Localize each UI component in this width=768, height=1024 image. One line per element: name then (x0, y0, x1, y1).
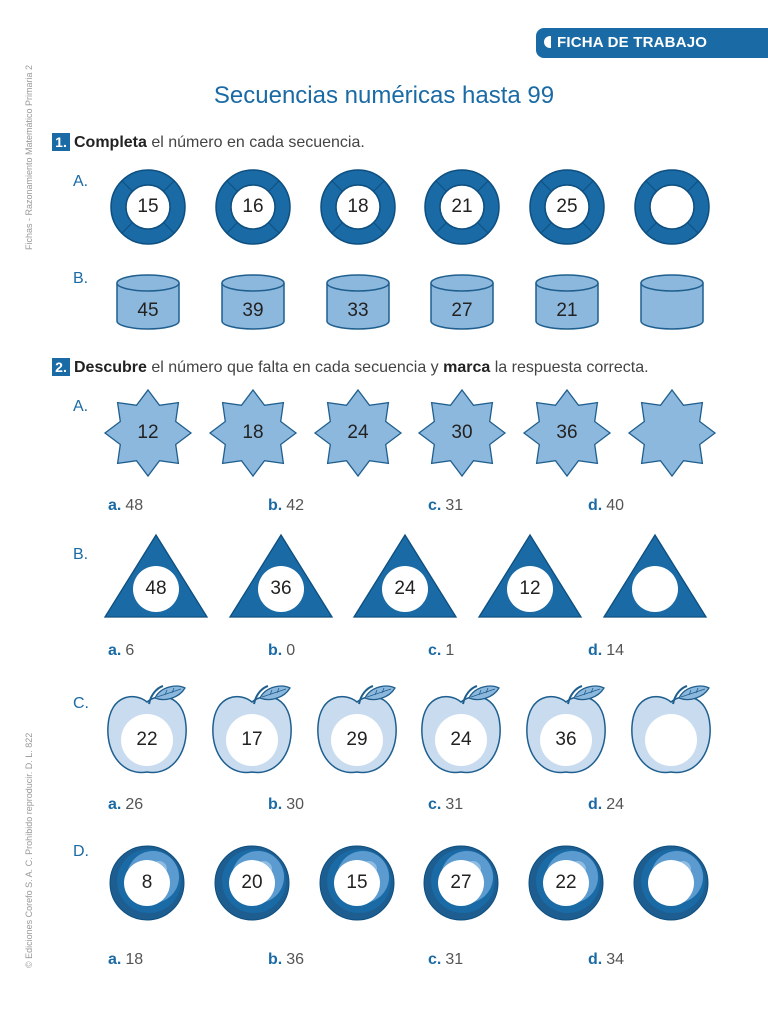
side-caption-top: Fichas - Razonamiento Matemático Primaria 2 (24, 64, 34, 250)
sequence-number: 36 (556, 422, 578, 443)
apple-shape (629, 684, 719, 780)
sequence-number: 20 (241, 872, 263, 893)
answer-option[interactable] (108, 642, 134, 660)
answer-option-value: 48 (125, 497, 144, 514)
answer-option-value: 34 (606, 951, 625, 968)
sequence-number: 36 (270, 578, 292, 599)
answer-option[interactable] (268, 796, 304, 814)
answer-option[interactable] (588, 497, 624, 515)
answer-option-letter: a. (108, 951, 122, 968)
instruction-bold: Completa (74, 134, 147, 151)
sequence-number: 8 (141, 872, 153, 893)
sequence-number: 48 (145, 578, 167, 599)
sequence-number: 45 (137, 300, 159, 321)
answer-option[interactable] (268, 642, 295, 660)
sequence-number: 22 (555, 872, 577, 893)
answer-option[interactable] (428, 951, 463, 969)
answer-option-value: 31 (445, 951, 464, 968)
answer-option-letter: d. (588, 497, 603, 514)
star-shape (628, 389, 716, 477)
answer-option-letter: b. (268, 497, 283, 514)
answer-option[interactable] (108, 796, 143, 814)
instruction-text: la respuesta correcta. (490, 359, 649, 376)
worksheet-tag-label: FICHA DE TRABAJO (557, 34, 708, 51)
sequence-number: 21 (556, 300, 578, 321)
answer-option[interactable] (428, 497, 463, 515)
answer-option-value: 6 (125, 642, 135, 659)
sequence-number: 33 (347, 300, 369, 321)
answer-option-letter: c. (428, 796, 442, 813)
answer-option[interactable] (428, 796, 463, 814)
sequence-number: 18 (242, 422, 264, 443)
exercise-1-number: 1. (52, 133, 70, 151)
answer-option[interactable] (268, 951, 304, 969)
row-label: B. (73, 270, 89, 287)
row-label: B. (73, 546, 89, 563)
sequence-number: 18 (347, 196, 369, 217)
triangle-shape (229, 534, 333, 618)
answer-option[interactable] (268, 497, 304, 515)
sequence-number: 24 (347, 422, 369, 443)
worksheet-tag (536, 28, 768, 58)
sequence-number: 12 (519, 578, 541, 599)
triangle-shape (104, 534, 208, 618)
sequence-number: 17 (241, 729, 263, 750)
page-title: Secuencias numéricas hasta 99 (213, 82, 555, 109)
sequence-number: 39 (242, 300, 264, 321)
sequence-number: 12 (137, 422, 159, 443)
answer-option-letter: c. (428, 951, 442, 968)
sequence-number: 22 (136, 729, 158, 750)
side-caption-copyright: © Ediciones Corefo S. A. C. Prohibido reproducir. D. L. 822 (24, 732, 34, 968)
answer-option-letter: d. (588, 951, 603, 968)
answer-option-letter: a. (108, 642, 122, 659)
sequence-number: 29 (346, 729, 368, 750)
answer-option-letter: d. (588, 796, 603, 813)
answer-option-letter: a. (108, 796, 122, 813)
answer-option-letter: c. (428, 497, 442, 514)
answer-option[interactable] (108, 951, 143, 969)
sequence-number: 30 (451, 422, 473, 443)
answer-option-value: 42 (286, 497, 305, 514)
answer-option-value: 24 (606, 796, 625, 813)
answer-option[interactable] (588, 642, 624, 660)
answer-option[interactable] (428, 642, 454, 660)
instruction-text: el número en cada secuencia. (146, 134, 365, 151)
answer-option-letter: c. (428, 642, 442, 659)
sequence-number: 36 (555, 729, 577, 750)
sequence-number: 21 (451, 196, 473, 217)
instruction-bold: Descubre (74, 359, 147, 376)
answer-option-value: 31 (445, 796, 464, 813)
row-label: A. (73, 173, 89, 190)
answer-option-value: 26 (125, 796, 144, 813)
disc-shape (633, 845, 709, 921)
row-label: A. (73, 398, 89, 415)
triangle-shape (603, 534, 707, 618)
answer-option-letter: b. (268, 796, 283, 813)
answer-option-value: 40 (606, 497, 625, 514)
instruction-bold: marca (443, 359, 491, 376)
exercise-1-instruction (52, 133, 365, 152)
exercise-2-number: 2. (52, 358, 70, 376)
answer-option-letter: d. (588, 642, 603, 659)
cylinder-shape (639, 273, 705, 331)
answer-option-letter: b. (268, 642, 283, 659)
answer-option-value: 0 (286, 642, 296, 659)
answer-option-value: 31 (445, 497, 464, 514)
answer-option-value: 14 (606, 642, 625, 659)
sequence-number: 24 (394, 578, 416, 599)
exercise-2-instruction (52, 358, 649, 377)
answer-option-letter: b. (268, 951, 283, 968)
sequence-number: 25 (556, 196, 578, 217)
sequence-number: 15 (346, 872, 368, 893)
sequence-number: 27 (451, 300, 473, 321)
answer-option-value: 36 (286, 951, 305, 968)
ring-shape (632, 167, 712, 247)
answer-option-letter: a. (108, 497, 122, 514)
sequence-number: 16 (242, 196, 264, 217)
sequence-number: 15 (137, 196, 159, 217)
triangle-shape (353, 534, 457, 618)
answer-option[interactable] (588, 951, 624, 969)
sequence-number: 24 (450, 729, 472, 750)
row-label: D. (73, 843, 89, 860)
sequence-number: 27 (450, 872, 472, 893)
answer-option[interactable] (108, 497, 143, 515)
answer-option[interactable] (588, 796, 624, 814)
triangle-shape (478, 534, 582, 618)
answer-option-value: 1 (445, 642, 455, 659)
instruction-text: el número que falta en cada secuencia y (146, 359, 444, 376)
row-label: C. (73, 695, 89, 712)
answer-option-value: 30 (286, 796, 305, 813)
answer-option-value: 18 (125, 951, 144, 968)
